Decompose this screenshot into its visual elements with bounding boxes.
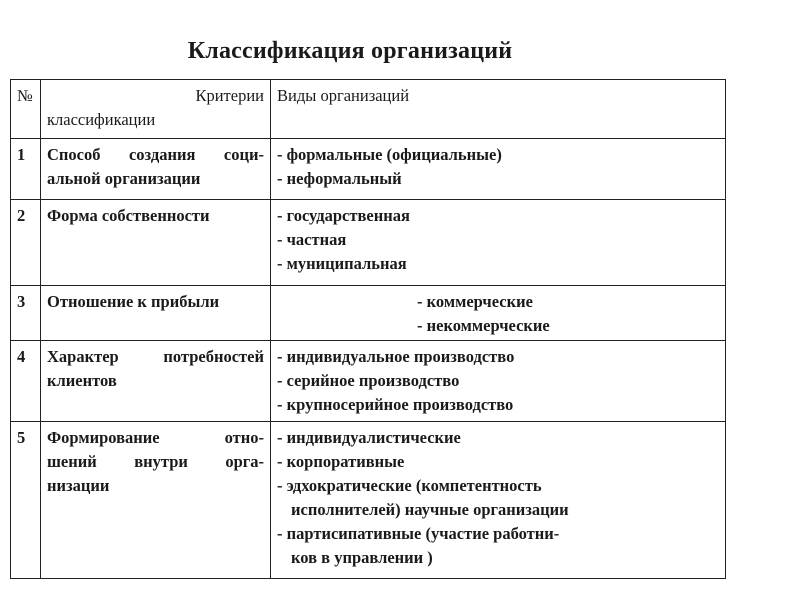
criteria-line: шений внутри орга-	[47, 452, 264, 471]
kind-item: - эдхократические (компетентность	[277, 476, 542, 495]
row-criteria	[41, 341, 271, 422]
kind-item: - индивидуалистические	[277, 428, 461, 447]
header-criteria-line-1: Критерии	[195, 86, 264, 105]
table-row	[11, 286, 726, 341]
row-criteria	[41, 286, 271, 341]
row-number: 1	[11, 139, 41, 200]
kind-item: исполнителей) научные организации	[291, 500, 569, 519]
table-row	[11, 341, 726, 422]
header-kinds: Виды организаций	[271, 80, 726, 139]
row-number: 4	[11, 341, 41, 422]
criteria-line: Характер потребностей	[47, 347, 264, 366]
kind-item: ков в управлении )	[291, 548, 433, 567]
row-criteria	[41, 200, 271, 286]
header-number: №	[11, 80, 41, 139]
header-criteria-line-2: классификации	[47, 110, 156, 129]
table-row	[11, 139, 726, 200]
row-kinds	[271, 139, 726, 200]
criteria-line: Способ создания соци-	[47, 145, 264, 164]
criteria-line: Форма собственности	[47, 206, 210, 225]
page-title: Классификация организаций	[187, 38, 513, 64]
criteria-line: Формирование отно-	[47, 428, 264, 447]
kind-item: - формальные (официальные)	[277, 145, 502, 164]
row-criteria	[41, 422, 271, 579]
kind-item: - частная	[277, 230, 347, 249]
kind-item: - коммерческие	[417, 292, 533, 311]
row-number: 2	[11, 200, 41, 286]
table-header-row	[11, 80, 726, 139]
row-kinds	[271, 200, 726, 286]
kinds-list	[277, 290, 719, 338]
table-row	[11, 422, 726, 579]
kind-item: - муниципальная	[277, 254, 407, 273]
kind-item: - крупносерийное производство	[277, 395, 514, 414]
kind-item: - государственная	[277, 206, 410, 225]
row-criteria	[41, 139, 271, 200]
criteria-line: низации	[47, 476, 110, 495]
kind-item: - серийное производство	[277, 371, 460, 390]
kind-item: - партисипативные (участие работни-	[277, 524, 560, 543]
row-number: 5	[11, 422, 41, 579]
row-number: 3	[11, 286, 41, 341]
row-kinds	[271, 422, 726, 579]
criteria-line: альной организации	[47, 169, 201, 188]
kind-item: - корпоративные	[277, 452, 405, 471]
kind-item: - индивидуальное производство	[277, 347, 515, 366]
row-kinds	[271, 341, 726, 422]
kind-item: - некоммерческие	[417, 316, 550, 335]
row-kinds	[271, 286, 726, 341]
classification-table	[10, 79, 726, 579]
kind-item: - неформальный	[277, 169, 402, 188]
header-criteria	[41, 80, 271, 139]
criteria-line: Отношение к прибыли	[47, 292, 220, 311]
criteria-line: клиентов	[47, 371, 117, 390]
table-row	[11, 200, 726, 286]
